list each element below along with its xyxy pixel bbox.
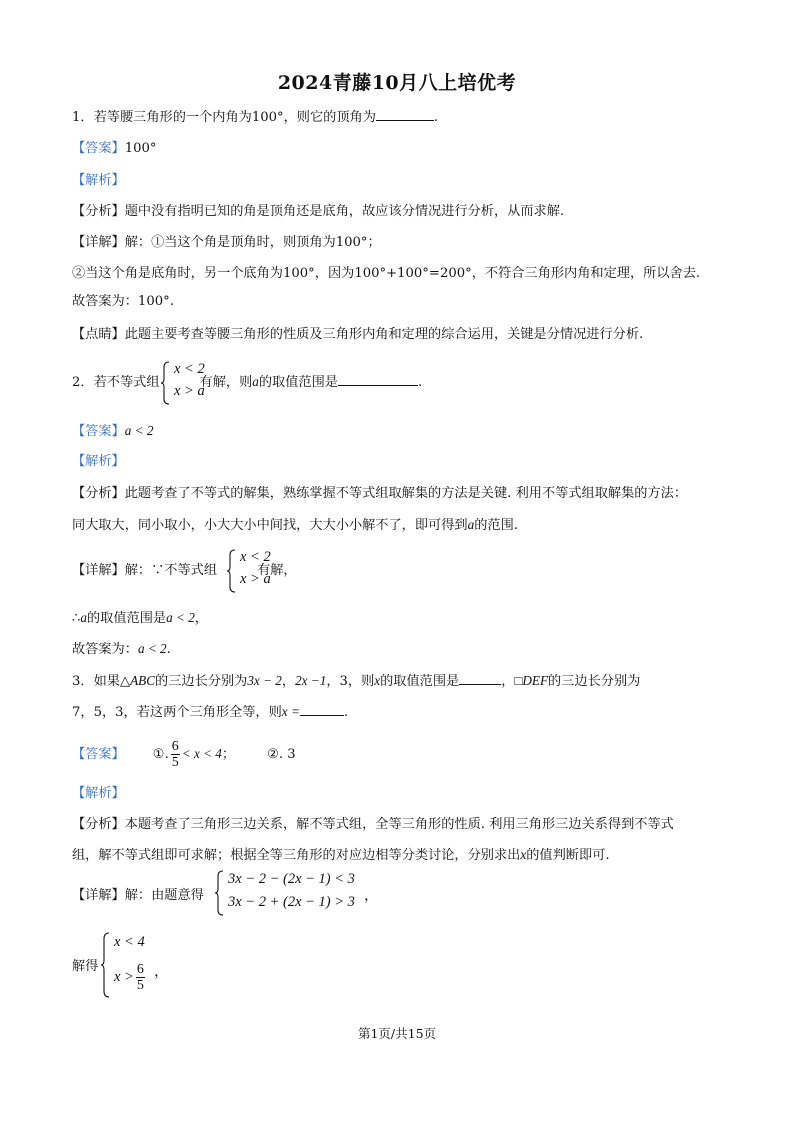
fraction: $\frac{6}{5}$ bbox=[171, 739, 179, 770]
q3-inequality-system: 3x − 2 − (2x − 1) < 3 3x − 2 + (2x − 1) > 3 ， bbox=[214, 870, 414, 916]
q3-answer: 【答案】 ①. $\frac{6}{5}$ < x < 4； ②. 3 bbox=[72, 739, 296, 770]
answer-blank bbox=[376, 108, 434, 121]
q1-fenxi: 【分析】题中没有指明已知的角是顶角还是底角，故应该分情况进行分析，从而求解. bbox=[72, 204, 565, 219]
q3-solve: 解得 bbox=[72, 959, 99, 974]
q2-detail-inequality-system: x < 2 x > a bbox=[226, 549, 276, 593]
q3-fenxi-1: 【分析】本题考查了三角形三边关系，解不等式组，全等三角形的性质. 利用三角形三边关系得到不等式 bbox=[72, 817, 674, 832]
q3-analysis-label: 【解析】 bbox=[72, 786, 125, 801]
q2-inequality-system: x < 2 x > a bbox=[160, 361, 210, 405]
q3-fenxi-2: 组，解不等式组即可求解；根据全等三角形的对应边相等分类讨论，分别求出x的值判断即可. bbox=[72, 847, 610, 863]
page-title: 2024青藤10月八上培优考 bbox=[277, 72, 517, 94]
q1-answer: 【答案】100° bbox=[72, 141, 157, 156]
q1-detail-1: 【详解】解：①当这个角是顶角时，则顶角为100°； bbox=[72, 235, 381, 250]
page-footer: 第1页/共15页 bbox=[357, 1026, 437, 1041]
q1-detail-3: 故答案为：100°. bbox=[72, 294, 174, 309]
answer-blank bbox=[459, 672, 501, 685]
q2-analysis-label: 【解析】 bbox=[72, 454, 125, 469]
q2-answer: 【答案】a < 2 bbox=[72, 423, 154, 439]
answer-blank bbox=[338, 373, 418, 386]
q3-stem-2: 7，5，3，若这两个三角形全等，则x = . bbox=[72, 704, 349, 720]
left-brace-icon bbox=[214, 870, 224, 916]
q2-stem: 2．若不等式组 有解，则a的取值范围是 . bbox=[72, 374, 423, 390]
left-brace-icon bbox=[226, 549, 236, 593]
fraction: $\frac{6}{5}$ bbox=[136, 962, 144, 993]
q2-detail: 【详解】解：∵不等式组 有解， bbox=[72, 563, 297, 578]
q2-conclusion: ∴a的取值范围是a < 2， bbox=[72, 610, 208, 626]
q2-fenxi-1: 【分析】此题考查了不等式的解集，熟练掌握不等式组取解集的方法是关键. 利用不等式组取解集的方法： bbox=[72, 486, 688, 501]
q2-final-answer: 故答案为：a < 2. bbox=[72, 641, 171, 657]
q2-fenxi-2: 同大取大，同小取小，小大大小中间找，大大小小解不了，即可得到a的范围. bbox=[72, 517, 518, 533]
answer-blank bbox=[300, 703, 344, 716]
q1-stem: 1．若等腰三角形的一个内角为100°，则它的顶角为 . bbox=[72, 110, 439, 125]
q3-stem-1: 3．如果△ABC的三边长分别为3x − 2，2x −1，3，则x的取值范围是 ，□DEF的三边长分别为 bbox=[72, 673, 641, 689]
q3-solution-system: x < 4 x > $\frac{6}{5}$ ， bbox=[100, 932, 180, 998]
q1-detail-2: ②当这个角是底角时，另一个底角为100°，因为100°+100°=200°，不符合三角形内角和定理，所以舍去. bbox=[72, 266, 701, 281]
q3-detail: 【详解】解：由题意得 bbox=[72, 888, 204, 903]
left-brace-icon bbox=[100, 932, 110, 998]
q1-dianjing: 【点睛】此题主要考查等腰三角形的性质及三角形内角和定理的综合运用，关键是分情况进行分析. bbox=[72, 327, 644, 342]
q1-analysis-label: 【解析】 bbox=[72, 173, 125, 188]
left-brace-icon bbox=[160, 361, 170, 405]
